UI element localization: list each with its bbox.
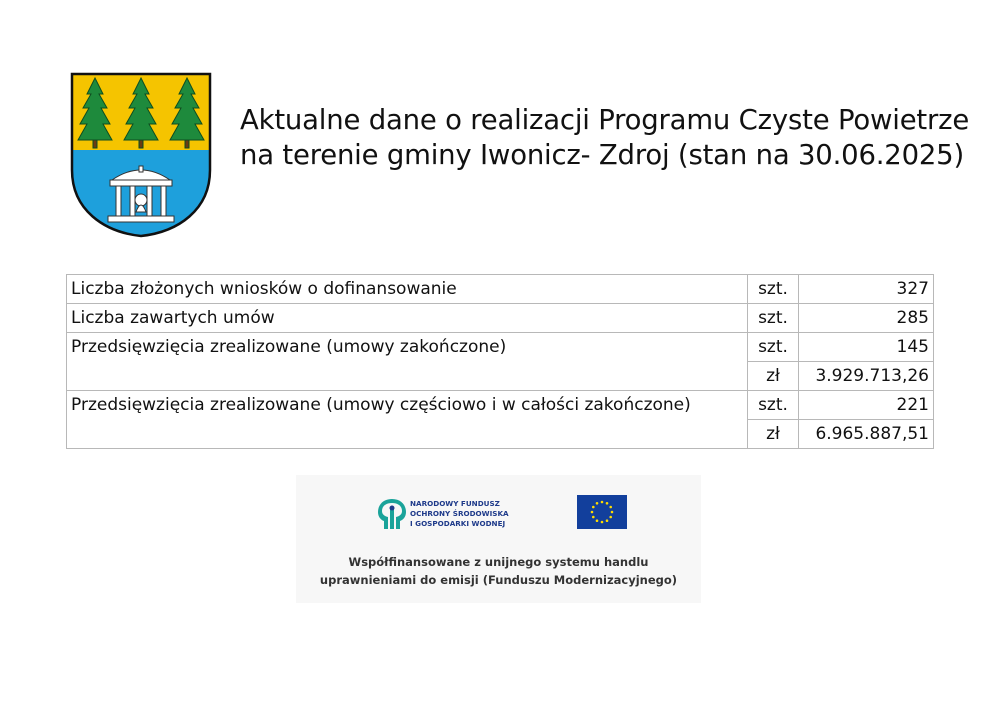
title-line-2: na terenie gminy Iwonicz- Zdroj (stan na 30.06.2025) xyxy=(240,139,964,171)
table-row xyxy=(67,391,934,420)
row-unit-amount: zł xyxy=(748,420,799,449)
table-row xyxy=(67,304,934,333)
row-label: Liczba zawartych umów xyxy=(67,304,748,333)
row-value: 145 xyxy=(799,333,934,362)
table-row xyxy=(67,275,934,304)
eu-flag-icon xyxy=(577,495,627,529)
cofinancing-note: Współfinansowane z unijnego systemu handlu uprawnieniami do emisji (Funduszu Modernizacyjnego) xyxy=(319,555,678,587)
row-value-amount: 6.965.887,51 xyxy=(799,420,934,449)
row-unit: szt. xyxy=(748,275,799,304)
row-unit: szt. xyxy=(748,304,799,333)
row-value: 221 xyxy=(799,391,934,420)
row-unit-amount: zł xyxy=(748,362,799,391)
row-value: 327 xyxy=(799,275,934,304)
row-label: Przedsięwzięcia zrealizowane (umowy zakończone) xyxy=(67,333,748,391)
row-value: 285 xyxy=(799,304,934,333)
row-unit: szt. xyxy=(748,333,799,362)
row-unit: szt. xyxy=(748,391,799,420)
row-value-amount: 3.929.713,26 xyxy=(799,362,934,391)
row-label: Przedsięwzięcia zrealizowane (umowy częściowo i w całości zakończone) xyxy=(67,391,748,449)
cofinancing-footer xyxy=(296,475,701,603)
nfosigw-logo-icon xyxy=(376,497,408,531)
row-label: Liczba złożonych wniosków o dofinansowanie xyxy=(67,275,748,304)
program-statistics-table xyxy=(66,274,934,449)
page-title xyxy=(240,103,970,173)
gmina-coat-of-arms xyxy=(70,72,212,238)
nfosigw-name: NARODOWY FUNDUSZ OCHRONY ŚRODOWISKA I GOSPODARKI WODNEJ xyxy=(410,499,509,528)
title-line-1: Aktualne dane o realizacji Programu Czyste Powietrze xyxy=(240,104,970,136)
table-row xyxy=(67,333,934,362)
